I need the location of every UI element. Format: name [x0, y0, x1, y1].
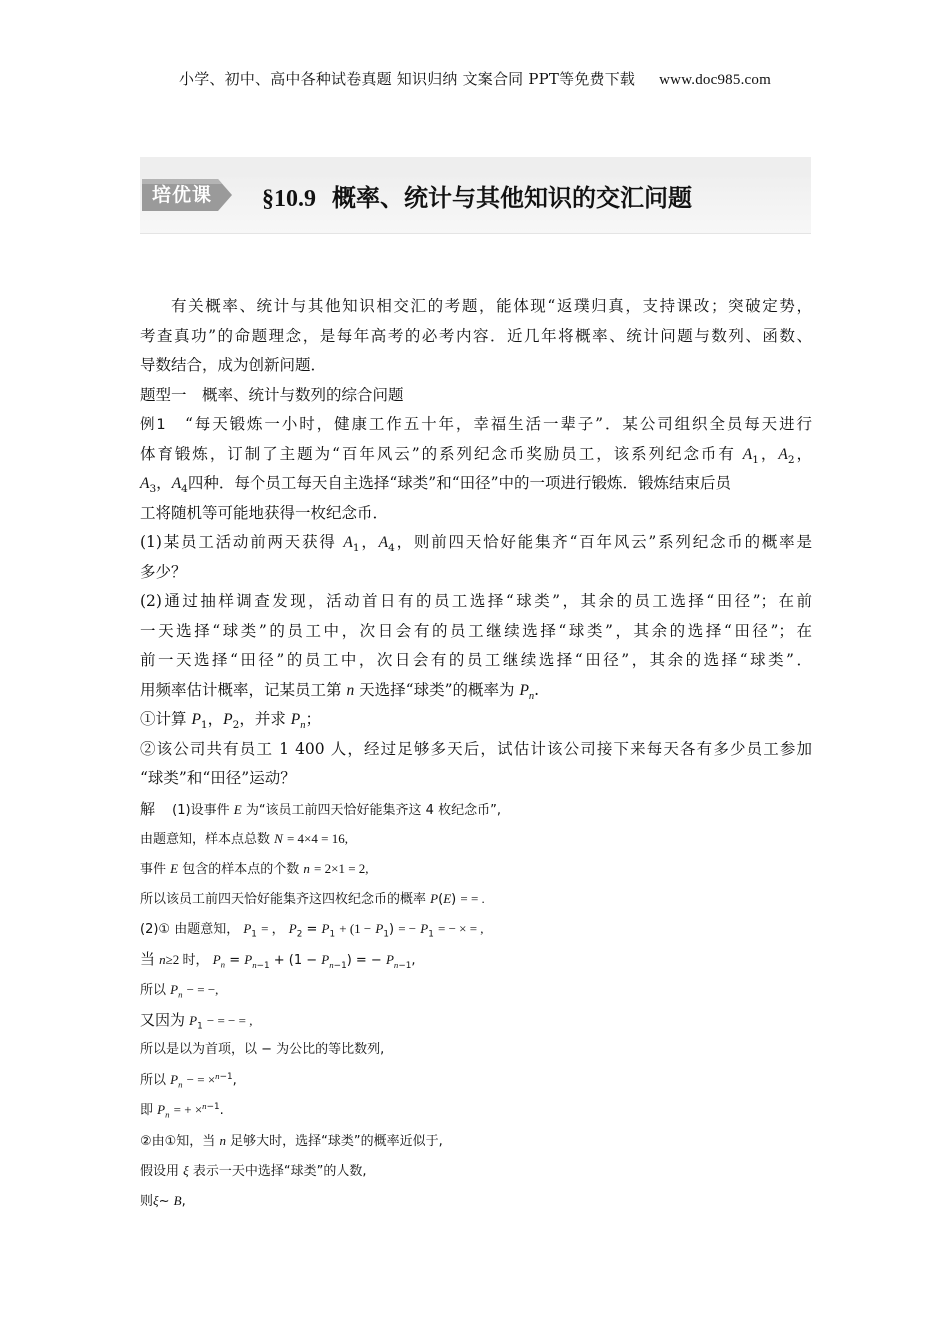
solution-line-2: 由题意知，样本点总数 N = 4×4 = 16,: [140, 830, 348, 847]
example-line-4: 工将随机等可能地获得一枚纪念币．: [140, 503, 389, 522]
header-site: www.doc985.com: [659, 72, 771, 88]
solution-line-14: 则ξ~ B,: [140, 1192, 186, 1209]
question-1-line-1: (1)某员工活动前两天获得 $A_1$，$A_4$，则前四天恰好能集齐“百年风云”系列纪念币的概率是: [140, 533, 812, 555]
header-text: 小学、初中、高中各种试卷真题 知识归纳 文案合同 PPT等免费下载: [179, 70, 636, 88]
page-header: [0, 68, 950, 89]
solution-line-1: 解 (1)设事件 E 为“该员工前四天恰好能集齐这 4 枚纪念币”,: [140, 799, 501, 818]
subquestion-2-line-2: “球类”和“田径”运动？: [140, 769, 296, 787]
question-2-line-3: 前一天选择“田径”的员工中，次日会有的员工继续选择“田径”，其余的选择“球类”．: [140, 651, 812, 669]
topic-heading: 题型一 概率、统计与数列的综合问题: [140, 385, 404, 404]
intro-line-1: 有关概率、统计与其他知识相交汇的考题，能体现“返璞归真，支持课改；突破定势，: [171, 297, 812, 315]
solution-line-13: 假设用 ξ 表示一天中选择“球类”的人数,: [140, 1162, 367, 1179]
example-label: 例1: [140, 417, 166, 433]
example-line-2: 体育锻炼，订制了主题为“百年风云”的系列纪念币奖励员工，该系列纪念币有 $A_1$，$A_2$，: [140, 444, 812, 466]
solution-line-10: 所以 $P_n$ − = ×$^{n-1}$,: [140, 1070, 237, 1090]
solution-line-12: ②由①知，当 n 足够大时，选择“球类”的概率近似于,: [140, 1132, 443, 1149]
example-line-3: $A_3$，$A_4$四种．每个员工每天自主选择“球类”和“田径”中的一项进行锻炼．锻炼结束后员: [140, 474, 732, 496]
solution-label: 解: [140, 799, 156, 818]
question-1-line-2: 多少？: [140, 562, 187, 581]
example-line-1: 例1 “每天锻炼一小时，健康工作五十年，幸福生活一辈子”．某公司组织全员每天进行: [140, 415, 812, 433]
section-title: [262, 178, 692, 213]
solution-line-3: 事件 E 包含的样本点的个数 n = 2×1 = 2,: [140, 860, 369, 877]
question-2-line-4: 用频率估计概率，记某员工第 n 天选择“球类”的概率为 $P_n$.: [140, 680, 540, 702]
section-number: §10.9: [262, 186, 316, 212]
main-content: [140, 292, 812, 1216]
intro-line-3: 导数结合，成为创新问题．: [140, 356, 327, 374]
solution-line-7: 所以 $P_n$ − = −,: [140, 981, 219, 1000]
solution-line-9: 所以是以为首项，以 − 为公比的等比数列,: [140, 1042, 385, 1057]
intro-line-2: 考查真功”的命题理念，是每年高考的必考内容．近几年将概率、统计问题与数列、函数、: [140, 326, 812, 345]
solution-line-4: 所以该员工前四天恰好能集齐这四枚纪念币的概率 P(E) = = .: [140, 891, 485, 908]
solution-line-6: 当 n≥2 时， $P_n = P_{n-1} + (1 - P_{n-1})$ = − $P_{n-1}$,: [140, 950, 416, 972]
solution-line-11: 即 $P_n$ = + ×$^{n-1}$.: [140, 1101, 224, 1120]
badge-label: 培优课: [151, 184, 212, 206]
solution-line-5: (2)① 由题意知， $P_1$ = ， $P_2 = P_1 + (1 - P_1)$ = − $P_1$ = − × = ,: [140, 921, 484, 940]
question-2-line-2: 一天选择“球类”的员工中，次日会有的员工继续选择“球类”，其余的选择“田径”；在: [140, 621, 812, 640]
question-2-line-1: (2)通过抽样调查发现，活动首日有的员工选择“球类”，其余的员工选择“田径”；在前: [140, 592, 812, 610]
subquestion-1: ①计算 $P_1$，$P_2$，并求 $P_n$；: [140, 710, 322, 732]
section-title-text: 概率、统计与其他知识的交汇问题: [332, 184, 692, 212]
subquestion-2-line-1: ②该公司共有员工 1 400 人，经过足够多天后，试估计该公司接下来每天各有多少员工参加: [140, 739, 812, 758]
solution-block: [140, 794, 812, 1217]
solution-line-8: 又因为 $P_1$ − = − = ,: [140, 1010, 253, 1032]
